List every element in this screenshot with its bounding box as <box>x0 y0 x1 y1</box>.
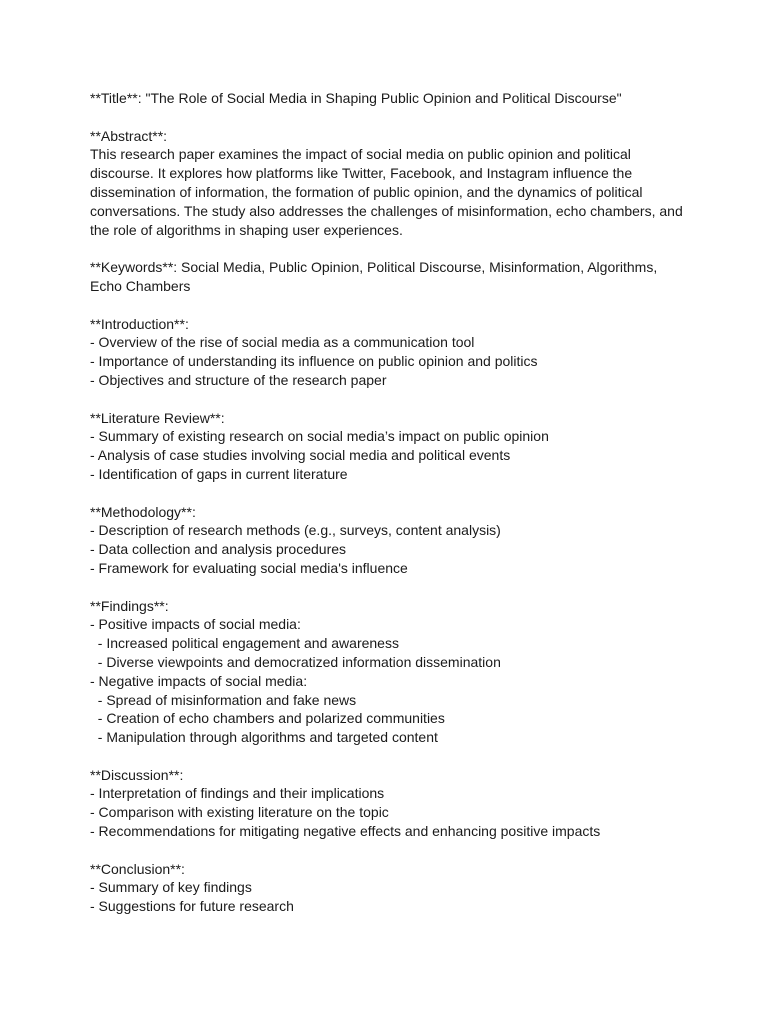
list-item: - Analysis of case studies involving social media and political events <box>90 447 511 464</box>
methodology-heading: **Methodology**: <box>90 503 196 520</box>
conclusion-heading: **Conclusion**: <box>90 860 185 877</box>
abstract-heading: **Abstract**: <box>90 127 168 144</box>
introduction-section <box>90 315 690 390</box>
abstract-line: discourse. It explores how platforms like Twitter, Facebook, and Instagram influence the <box>90 165 633 182</box>
abstract-line: dissemination of information, the formation of public opinion, and the dynamics of political <box>90 183 643 200</box>
sub-list-item: - Increased political engagement and awareness <box>90 635 399 652</box>
list-item: - Framework for evaluating social media's influence <box>90 559 408 576</box>
abstract-section <box>90 127 690 240</box>
list-item: - Overview of the rise of social media as a communication tool <box>90 334 475 351</box>
introduction-heading: **Introduction**: <box>90 315 189 332</box>
sub-list-item: - Spread of misinformation and fake news <box>90 691 357 708</box>
abstract-line: This research paper examines the impact of social media on public opinion and political <box>90 146 631 163</box>
document-page <box>90 89 690 935</box>
list-item: - Description of research methods (e.g., surveys, content analysis) <box>90 522 501 539</box>
discussion-section <box>90 766 690 841</box>
sub-list-item: - Creation of echo chambers and polarized communities <box>90 710 445 727</box>
list-item: - Data collection and analysis procedures <box>90 541 347 558</box>
findings-heading: **Findings**: <box>90 597 169 614</box>
list-item: - Positive impacts of social media: <box>90 616 301 633</box>
list-item: - Summary of key findings <box>90 879 252 896</box>
list-item: - Negative impacts of social media: <box>90 672 308 689</box>
literature-review-heading: **Literature Review**: <box>90 409 225 426</box>
abstract-line: conversations. The study also addresses the challenges of misinformation, echo chambers, and <box>90 202 683 219</box>
abstract-line: the role of algorithms in shaping user experiences. <box>90 221 403 238</box>
list-item: - Interpretation of findings and their implications <box>90 785 385 802</box>
keywords-line: Echo Chambers <box>90 277 191 294</box>
list-item: - Objectives and structure of the research paper <box>90 371 387 388</box>
sub-list-item: - Diverse viewpoints and democratized information dissemination <box>90 653 501 670</box>
discussion-heading: **Discussion**: <box>90 766 184 783</box>
keywords-section <box>90 258 690 296</box>
list-item: - Comparison with existing literature on the topic <box>90 804 389 821</box>
list-item: - Recommendations for mitigating negative effects and enhancing positive impacts <box>90 823 601 840</box>
title-section <box>90 89 690 108</box>
methodology-section <box>90 503 690 578</box>
findings-section <box>90 597 690 747</box>
list-item: - Identification of gaps in current literature <box>90 465 348 482</box>
keywords-line: **Keywords**: Social Media, Public Opinion, Political Discourse, Misinformation, Algorithms, <box>90 259 658 276</box>
conclusion-section <box>90 860 690 916</box>
list-item: - Summary of existing research on social media’s impact on public opinion <box>90 428 549 445</box>
literature-review-section <box>90 409 690 484</box>
list-item: - Suggestions for future research <box>90 898 294 915</box>
sub-list-item: - Manipulation through algorithms and targeted content <box>90 729 438 746</box>
title-line: **Title**: "The Role of Social Media in Shaping Public Opinion and Political Discourse" <box>90 90 622 106</box>
list-item: - Importance of understanding its influence on public opinion and politics <box>90 353 538 370</box>
